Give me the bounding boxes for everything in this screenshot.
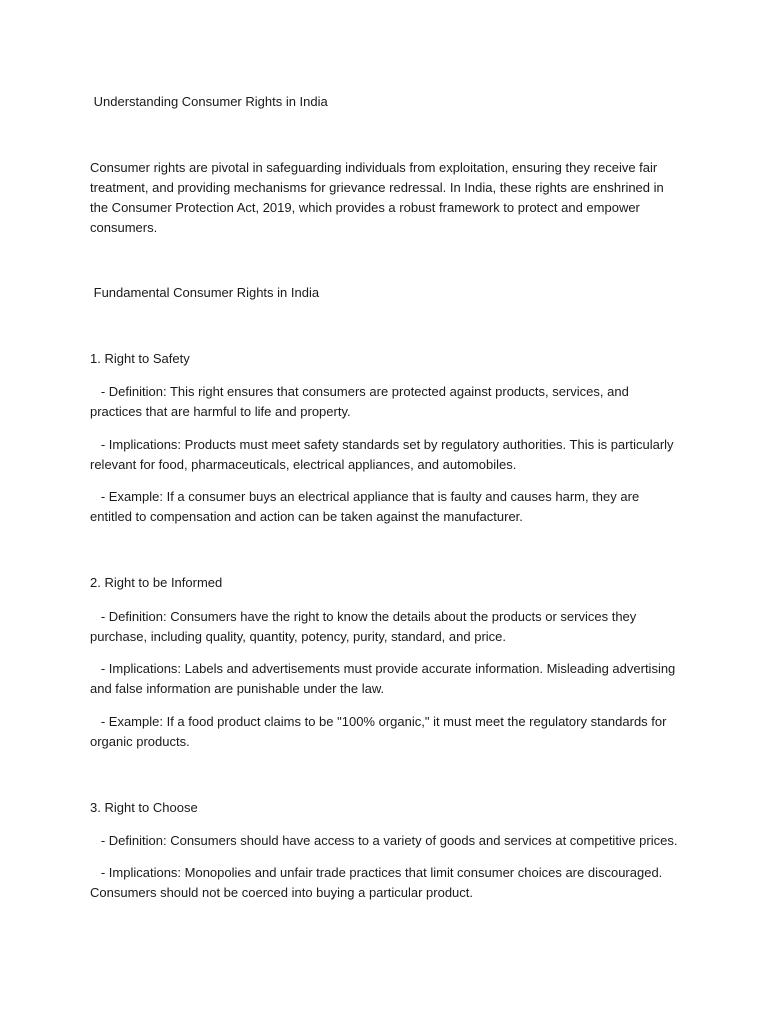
right-1-implications: - Implications: Products must meet safety standards set by regulatory authorities. This is particularly relevant for food, pharmaceuticals, electrical appliances, and automobiles.	[90, 437, 678, 472]
right-3-implications: - Implications: Monopolies and unfair trade practices that limit consumer choices are discouraged. Consumers should not be coerced into buying a particular product.	[90, 865, 666, 900]
right-2-definition: - Definition: Consumers have the right to know the details about the products or services they purchase, including quality, quantity, potency, purity, standard, and price.	[90, 609, 640, 644]
section-heading: Fundamental Consumer Rights in India	[90, 285, 320, 300]
right-1-definition: - Definition: This right ensures that consumers are protected against products, services, and practices that are harmful to life and property.	[90, 384, 633, 419]
right-1-example: - Example: If a consumer buys an electrical appliance that is faulty and causes harm, they are entitled to compensation and action can be taken against the manufacturer.	[90, 489, 643, 524]
right-2-implications: - Implications: Labels and advertisements must provide accurate information. Misleading advertising and false information are punishable under the law.	[90, 661, 679, 696]
right-2-heading: 2. Right to be Informed	[90, 575, 223, 590]
right-3-definition: - Definition: Consumers should have access to a variety of goods and services at competitive prices.	[90, 833, 678, 848]
intro-paragraph: Consumer rights are pivotal in safeguarding individuals from exploitation, ensuring they receive fair treatment, and providing mechanisms for grievance redressal. In India, these rights are enshrined in the Consumer Protection Act, 2019, which provides a robust framework to protect and empower consumers.	[90, 160, 668, 235]
right-3-heading: 3. Right to Choose	[90, 800, 198, 815]
document-title: Understanding Consumer Rights in India	[90, 94, 328, 109]
right-1-heading: 1. Right to Safety	[90, 351, 190, 366]
right-2-example: - Example: If a food product claims to be "100% organic," it must meet the regulatory standards for organic products.	[90, 714, 671, 749]
